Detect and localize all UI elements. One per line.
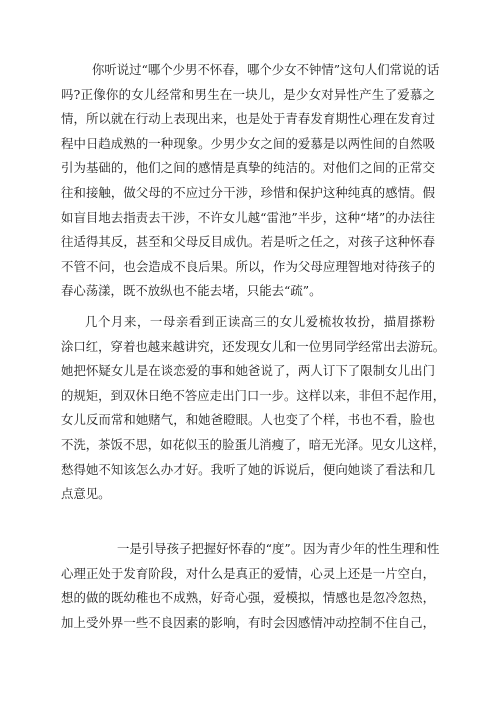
paragraph-line: 不洗，茶饭不思，如花似玉的脸蛋儿消瘦了，暗无光泽。见女儿这样，: [61, 436, 446, 452]
paragraph-line: 女儿反而常和她赌气，和她爸瞪眼。人也变了个样，书也不看，脸也: [61, 412, 435, 428]
paragraph-line: 往和接触，做父母的不应过分干涉，珍惜和保护这种纯真的感情。假: [61, 184, 435, 200]
paragraph-line: 程中日趋成熟的一种现象。少男少女之间的爱慕是以两性间的自然吸: [61, 135, 435, 151]
paragraph-line: 心理正处于发育阶段，对什么是真正的爱情，心灵上还是一片空白，: [61, 565, 435, 581]
paragraph-line: 不管不问，也会造成不良后果。所以，作为父母应理智地对待孩子的: [61, 258, 435, 274]
paragraph-line: 她把怀疑女儿是在谈恋爱的事和她爸说了，两人订下了限制女儿出门: [61, 363, 435, 379]
paragraph-line: 几个月来，一母亲看到正读高三的女儿爱梳妆妆扮，描眉搽粉: [85, 314, 435, 329]
paragraph-line: 的规矩，到双休日绝不答应走出门口一步。这样以来，非但不起作用，: [61, 387, 446, 403]
paragraph-3: [61, 537, 440, 635]
paragraph-line: 加上受外界一些不良因素的影响，有时会因感情冲动控制不住自己，: [61, 614, 435, 630]
paragraph-line: 春心荡漾，既不放纵也不能去堵，只能去“疏”。: [61, 283, 322, 299]
paragraph-1: [61, 58, 440, 304]
paragraph-line: 涂口红，穿着也越来越讲究，还发现女儿和一位男同学经常出去游玩。: [61, 338, 446, 354]
paragraph-line: 往适得其反，甚至和父母反目成仇。若是听之任之，对孩子这种怀春: [61, 234, 435, 250]
paragraph-line: 一是引导孩子把握好怀春的“度”。因为青少年的性生理和性: [117, 541, 440, 556]
paragraph-line: 情，所以就在行动上表现出来，也是处于青春发育期性心理在发育过: [61, 111, 435, 127]
paragraph-line: 吗?正像你的女儿经常和男生在一块儿，是少女对异性产生了爱慕之: [61, 86, 435, 102]
paragraph-line: 想的做的既幼稚也不成熟，好奇心强，爱模拟，情感也是忽冷忽热，: [61, 590, 435, 606]
paragraph-line: 如盲目地去指责去干涉，不许女儿越“雷池”半步，这种“堵”的办法往: [61, 209, 435, 225]
paragraph-line: 点意见。: [61, 486, 111, 502]
paragraph-line: 引为基础的，他们之间的感情是真挚的纯洁的。对他们之间的正常交: [61, 160, 435, 176]
paragraph-line: 你听说过“哪个少男不怀春，哪个少女不钟情”这句人们常说的话: [92, 62, 440, 77]
paragraph-line: 愁得她不知该怎么办才好。我听了她的诉说后，便向她谈了看法和几: [61, 461, 435, 477]
paragraph-2: [61, 310, 446, 507]
